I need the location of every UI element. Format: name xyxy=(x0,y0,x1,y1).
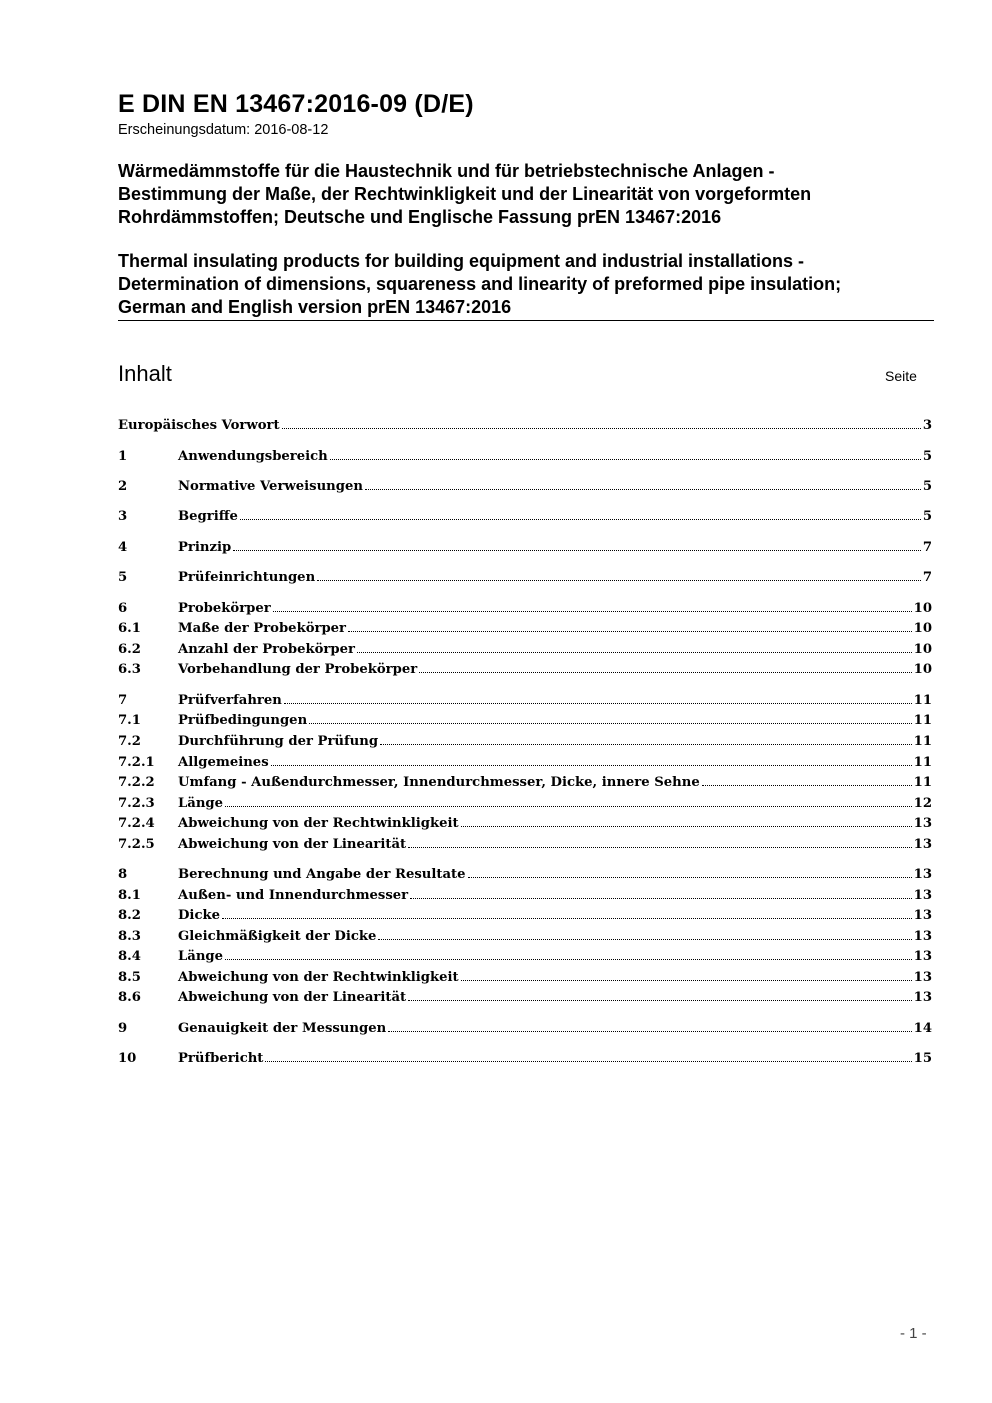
toc-entry-page: 5 xyxy=(922,449,932,464)
toc-entry-number: 7.2.3 xyxy=(118,796,155,811)
issue-date: Erscheinungsdatum: 2016-08-12 xyxy=(118,122,329,138)
toc-entry[interactable] xyxy=(118,662,932,680)
toc-entry-title: Prüfbericht xyxy=(178,1051,264,1066)
toc-leader-dots xyxy=(282,418,921,429)
toc-entry-page: 10 xyxy=(913,642,932,657)
toc-leader-dots xyxy=(388,1021,911,1032)
toc-entry-title: Prüfbedingungen xyxy=(178,713,308,728)
toc-entry-title: Normative Verweisungen xyxy=(178,479,363,494)
toc-entry-title: Abweichung von der Linearität xyxy=(178,990,407,1005)
toc-leader-dots xyxy=(225,949,912,960)
toc-entry-title: Abweichung von der Linearität xyxy=(178,837,407,852)
toc-entry-title: Vorbehandlung der Probekörper xyxy=(178,662,418,677)
toc-entry-number: 3 xyxy=(118,509,128,524)
toc-entry-number: 7 xyxy=(118,693,128,708)
toc-entry[interactable] xyxy=(118,908,932,926)
toc-leader-dots xyxy=(468,867,912,878)
toc-entry-page: 3 xyxy=(922,418,932,433)
toc-leader-dots xyxy=(273,601,912,612)
toc-entry[interactable] xyxy=(118,449,932,467)
toc-leader-dots xyxy=(240,509,921,520)
toc-entry-title: Berechnung und Angabe der Resultate xyxy=(178,867,466,882)
toc-entry-number: 10 xyxy=(118,1051,137,1066)
toc-entry-page: 5 xyxy=(922,479,932,494)
toc-entry[interactable] xyxy=(118,642,932,660)
toc-leader-dots xyxy=(222,908,912,919)
toc-entry-title: Begriffe xyxy=(178,509,238,524)
toc-entry-number: 7.2.1 xyxy=(118,755,155,770)
toc-entry-number: 6.2 xyxy=(118,642,141,657)
title-english-line: German and English version prEN 13467:2016 xyxy=(118,297,512,317)
toc-entry-title: Durchführung der Prüfung xyxy=(178,734,379,749)
toc-entry-title: Europäisches Vorwort xyxy=(118,418,280,433)
toc-leader-dots xyxy=(408,990,912,1001)
toc-entry-title: Länge xyxy=(178,949,224,964)
toc-entry[interactable] xyxy=(118,755,932,773)
toc-entry[interactable] xyxy=(118,970,932,988)
toc-leader-dots xyxy=(408,837,912,848)
toc-entry[interactable] xyxy=(118,796,932,814)
toc-entry-number: 6.1 xyxy=(118,621,141,636)
toc-entry-title: Maße der Probekörper xyxy=(178,621,347,636)
toc-entry-number: 6 xyxy=(118,601,128,616)
toc-leader-dots xyxy=(378,929,911,940)
toc-leader-dots xyxy=(461,816,912,827)
document-id: E DIN EN 13467:2016-09 (D/E) xyxy=(118,90,474,118)
toc-entry[interactable] xyxy=(118,570,932,588)
toc-entry-title: Prüfverfahren xyxy=(178,693,282,708)
toc-entry-page: 11 xyxy=(913,693,932,708)
toc-entry[interactable] xyxy=(118,621,932,639)
toc-entry[interactable] xyxy=(118,837,932,855)
toc-leader-dots xyxy=(225,796,912,807)
toc-entry-page: 14 xyxy=(913,1021,932,1036)
toc-entry-number: 1 xyxy=(118,449,128,464)
toc-entry[interactable] xyxy=(118,540,932,558)
toc-entry-number: 5 xyxy=(118,570,128,585)
toc-entry[interactable] xyxy=(118,734,932,752)
toc-entry[interactable] xyxy=(118,601,932,619)
toc-entry[interactable] xyxy=(118,713,932,731)
toc-entry-page: 13 xyxy=(913,816,932,831)
toc-entry-title: Prinzip xyxy=(178,540,232,555)
toc-entry[interactable] xyxy=(118,888,932,906)
title-german-line: Bestimmung der Maße, der Rechtwinkligkeit und der Linearität von vorgeformten xyxy=(118,184,812,204)
toc-leader-dots xyxy=(317,570,921,581)
title-english-line: Determination of dimensions, squareness and linearity of preformed pipe insulation; xyxy=(118,274,842,294)
toc-entry-title: Umfang - Außendurchmesser, Innendurchmesser, Dicke, innere Sehne xyxy=(178,775,700,790)
toc-entry[interactable] xyxy=(118,1051,932,1069)
toc-entry-number: 8.1 xyxy=(118,888,141,903)
toc-entry-page: 13 xyxy=(913,867,932,882)
toc-entry-page: 13 xyxy=(913,908,932,923)
toc-entry-page: 13 xyxy=(913,929,932,944)
toc-leader-dots xyxy=(410,888,912,899)
toc-entry-number: 8.3 xyxy=(118,929,141,944)
toc-entry-title: Abweichung von der Rechtwinkligkeit xyxy=(178,816,459,831)
toc-entry-number: 4 xyxy=(118,540,128,555)
toc-entry-number: 8 xyxy=(118,867,128,882)
toc-leader-dots xyxy=(365,479,921,490)
toc-entry-title: Länge xyxy=(178,796,224,811)
toc-entry-title: Gleichmäßigkeit der Dicke xyxy=(178,929,377,944)
toc-entry[interactable] xyxy=(118,816,932,834)
toc-entry-number: 6.3 xyxy=(118,662,141,677)
toc-entry-page: 10 xyxy=(913,621,932,636)
toc-entry[interactable] xyxy=(118,949,932,967)
toc-entry-page: 7 xyxy=(922,570,932,585)
toc-leader-dots xyxy=(702,775,912,786)
toc-entry-title: Allgemeines xyxy=(178,755,269,770)
toc-entry-page: 15 xyxy=(913,1051,932,1066)
toc-entry-page: 10 xyxy=(913,601,932,616)
toc-entry-page: 10 xyxy=(913,662,932,677)
toc-entry-page: 5 xyxy=(922,509,932,524)
toc-entry-title: Probekörper xyxy=(178,601,271,616)
toc-entry-page: 12 xyxy=(913,796,932,811)
toc-leader-dots xyxy=(265,1051,911,1062)
toc-leader-dots xyxy=(284,693,912,704)
toc-leader-dots xyxy=(380,734,912,745)
title-english-line: Thermal insulating products for building equipment and industrial installations - xyxy=(118,251,805,271)
toc-entry[interactable] xyxy=(118,479,932,497)
title-divider xyxy=(118,320,934,321)
toc-entry-title: Anzahl der Probekörper xyxy=(178,642,355,657)
toc-entry[interactable] xyxy=(118,775,932,793)
toc-entry-title: Prüfeinrichtungen xyxy=(178,570,316,585)
toc-entry-page: 13 xyxy=(913,970,932,985)
toc-entry[interactable] xyxy=(118,509,932,527)
toc-entry[interactable] xyxy=(118,693,932,711)
toc-entry-page: 7 xyxy=(922,540,932,555)
toc-leader-dots xyxy=(348,621,912,632)
toc-entry-page: 13 xyxy=(913,949,932,964)
toc-entry-title: Dicke xyxy=(178,908,221,923)
toc-entry[interactable] xyxy=(118,990,932,1008)
footer-page-number: - 1 - xyxy=(900,1325,927,1342)
toc-leader-dots xyxy=(357,642,912,653)
toc-entry-title: Außen- und Innendurchmesser xyxy=(178,888,409,903)
toc-entry-number: 7.2.5 xyxy=(118,837,155,852)
toc-leader-dots xyxy=(309,713,911,724)
toc-entry[interactable] xyxy=(118,418,932,436)
toc-entry-page: 11 xyxy=(913,713,932,728)
toc-leader-dots xyxy=(271,755,912,766)
toc-entry-number: 9 xyxy=(118,1021,128,1036)
title-german-line: Wärmedämmstoffe für die Haustechnik und für betriebstechnische Anlagen - xyxy=(118,161,775,181)
toc-entry-number: 7.2.2 xyxy=(118,775,155,790)
toc-leader-dots xyxy=(419,662,911,673)
toc-entry-number: 8.2 xyxy=(118,908,141,923)
toc-entry-number: 7.2 xyxy=(118,734,141,749)
toc-entry-number: 8.5 xyxy=(118,970,141,985)
toc-leader-dots xyxy=(233,540,921,551)
toc-entry-page: 13 xyxy=(913,990,932,1005)
toc-entry-page: 11 xyxy=(913,734,932,749)
toc-entry-page: 13 xyxy=(913,837,932,852)
toc-leader-dots xyxy=(461,970,912,981)
toc-entry-number: 8.6 xyxy=(118,990,141,1005)
title-german-line: Rohrdämmstoffen; Deutsche und Englische Fassung prEN 13467:2016 xyxy=(118,207,722,227)
toc-entry-page: 11 xyxy=(913,755,932,770)
toc-page-column-heading: Seite xyxy=(885,368,917,384)
toc-entry-page: 13 xyxy=(913,888,932,903)
toc-entry-title: Genauigkeit der Messungen xyxy=(178,1021,387,1036)
toc-entry-number: 7.1 xyxy=(118,713,141,728)
toc-entry-title: Abweichung von der Rechtwinkligkeit xyxy=(178,970,459,985)
toc-leader-dots xyxy=(330,449,921,460)
toc-entry-page: 11 xyxy=(913,775,932,790)
toc-entry[interactable] xyxy=(118,1021,932,1039)
toc-entry[interactable] xyxy=(118,929,932,947)
toc-entry-number: 7.2.4 xyxy=(118,816,155,831)
toc-entry[interactable] xyxy=(118,867,932,885)
toc-entry-title: Anwendungsbereich xyxy=(178,449,328,464)
toc-entry-number: 2 xyxy=(118,479,128,494)
title-english xyxy=(118,250,841,319)
title-german xyxy=(118,160,811,229)
toc-heading: Inhalt xyxy=(118,361,172,386)
toc-entry-number: 8.4 xyxy=(118,949,141,964)
